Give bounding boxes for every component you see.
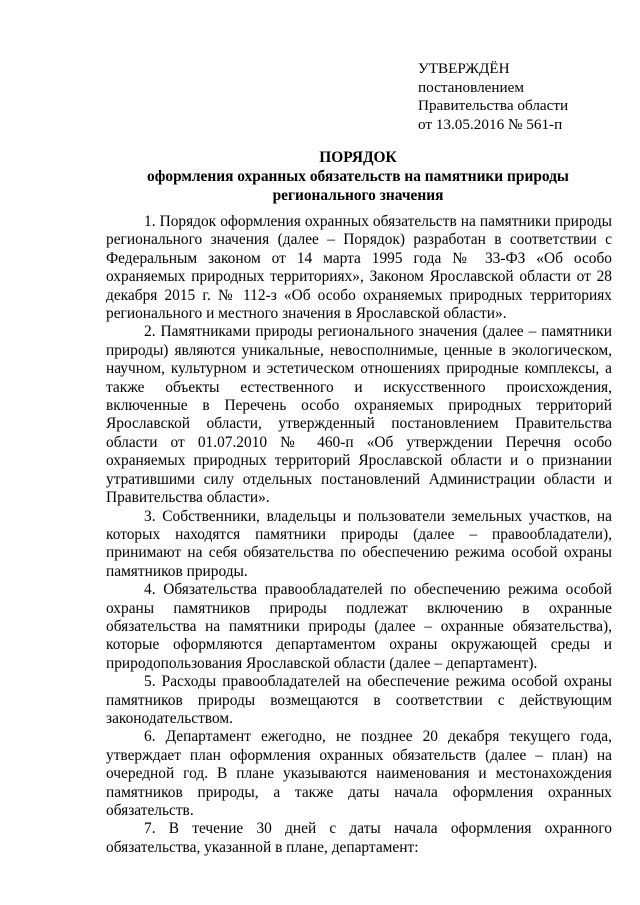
approval-stamp-block bbox=[418, 60, 628, 134]
title-heading: ПОРЯДОК bbox=[319, 149, 397, 166]
paragraph-4: 4. Обязательства правообладателей по обеспечению режима особой охраны памятников природы подлежат включению в охранные обязательства на памятники природы (далее – охранные обязательства), которые оформляются департаментом охраны окружающей среды и природопользования Ярославской области (далее – департамент). bbox=[106, 581, 612, 672]
document-title bbox=[104, 148, 612, 205]
paragraph-7: 7. В течение 30 дней с даты начала оформления охранного обязательства, указанной в плане, департамент: bbox=[106, 820, 612, 856]
paragraph-3: 3. Собственники, владельцы и пользователи земельных участков, на которых находятся памятники природы (далее – правообладатели), принимают на себя обязательства по обеспечению режима особой охраны памятников природы. bbox=[106, 507, 612, 580]
paragraph-2: 2. Памятниками природы регионального значения (далее – памятники природы) являются уникальные, невосполнимые, ценные в экологическом, научном, культурном и эстетическом отношениях природные комплексы, а также объекты естественного и искусственного происхождения, включенные в Перечень особо охраняемых природных территорий Ярославской области, утвержденный постановлением Правительства области от 01.07.2010 № 460-п «Об утверждении Перечня особо охраняемых природных территорий Ярославской области и о признании утратившими силу отдельных постановлений Администрации области и Правительства области». bbox=[106, 323, 612, 507]
approval-resolution-line: постановлением bbox=[418, 78, 525, 96]
title-subheading-line2: регионального значения bbox=[272, 187, 444, 204]
paragraph-5: 5. Расходы правообладателей на обеспечение режима особой охраны памятников природы возмещаются в соответствии с действующим законодательством. bbox=[106, 673, 612, 727]
approval-title: УТВЕРЖДЁН bbox=[418, 60, 510, 77]
approval-date-number-line: от 13.05.2016 № 561-п bbox=[418, 115, 563, 133]
paragraph-6: 6. Департамент ежегодно, не позднее 20 декабря текущего года, утверждает план оформления охранных обязательств (далее – план) на очередной год. В плане указываются наименования и местонахождения памятников природы, а также даты начала оформления охранных обязательств. bbox=[106, 728, 612, 819]
approval-authority-line: Правительства области bbox=[418, 97, 569, 115]
title-subheading-line1: оформления охранных обязательств на памятники природы bbox=[147, 168, 569, 185]
document-body bbox=[106, 213, 612, 857]
paragraph-1: 1. Порядок оформления охранных обязательств на памятники природы регионального значения (далее – Порядок) разработан в соответствии с Федеральным законом от 14 марта 1995 года № 33-ФЗ «Об особо охраняемых природных территориях», Законом Ярославской области от 28 декабря 2015 г. № 112-з «Об особо охраняемых природных территориях регионального и местного значения в Ярославской области». bbox=[106, 213, 612, 323]
